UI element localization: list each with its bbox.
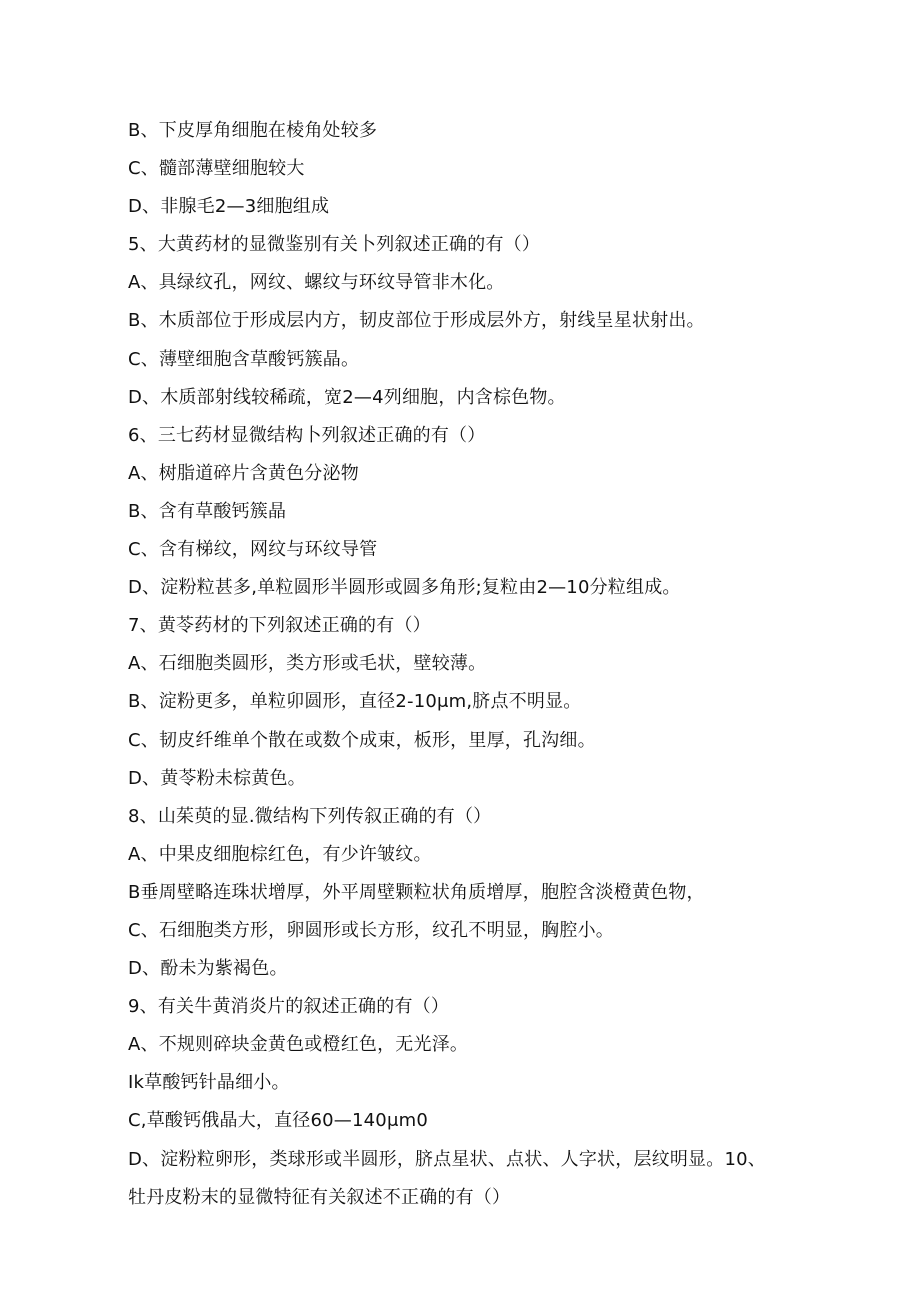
option-line: A、不规则碎块金黄色或橙红色，无光泽。 [128,1034,469,1056]
option-line: D、淀粉粒甚多,单粒圆形半圆形或圆多角形;复粒由2—10分粒组成。 [128,577,681,599]
option-line: A、石细胞类圆形，类方形或毛状，壁较薄。 [128,653,487,675]
option-line: B垂周壁略连珠状增厚，外平周壁颗粒状角质增厚，胞腔含淡橙黄色物， [128,881,705,903]
option-line: C、含有梯纹，网纹与环纹导管 [128,539,378,561]
question-line: 8、山茱萸的显.微结构下列传叙正确的有（） [128,805,492,827]
option-line: C、韧皮纤维单个散在或数个成束，板形，里厚，孔沟细。 [128,729,596,751]
option-line: A、中果皮细胞棕红色，有少许皱纹。 [128,843,432,865]
option-line: A、树脂道碎片含黄色分泌物 [128,462,359,484]
question-line: 5、大黄药材的显微鉴别有关卜列叙述正确的有（） [128,234,541,256]
option-line: B、淀粉更多，单粒卯圆形，直径2-10μm,脐点不明显。 [128,691,582,713]
option-line: D、非腺毛2—3细胞组成 [128,196,330,218]
option-line: B、木质部位于形成层内方，韧皮部位于形成层外方，射线呈星状射出。 [128,310,705,332]
option-line: D、淀粉粒卵形，类球形或半圆形，脐点星状、点状、人字状，层纹明显。10、 [128,1148,766,1170]
option-line: A、具绿纹孔，网纹、螺纹与环纹导管非木化。 [128,272,505,294]
option-line: D、酚未为紫褐色。 [128,958,288,980]
option-line: B、下皮厚角细胞在棱角处较多 [128,120,378,141]
option-line: D、木质部射线较稀疏，宽2—4列细胞，内含棕色物。 [128,386,566,408]
option-line: C,草酸钙俄晶大，直径60—140μm0 [128,1110,428,1132]
question-line: 牡丹皮粉末的显微特征有关叙述不正确的有（） [128,1186,511,1208]
option-line: C、石细胞类方形，卵圆形或长方形，纹孔不明显，胸腔小。 [128,919,614,941]
option-line: C、髓部薄壁细胞较大 [128,158,305,180]
option-line: B、含有草酸钙簇晶 [128,500,287,522]
question-line: 6、三七药材显微结构卜列叙述正确的有（） [128,424,486,446]
option-line: Ik草酸钙针晶细小。 [128,1072,290,1094]
option-line: D、黄苓粉未棕黄色。 [128,767,306,789]
document-text-block [128,114,828,1219]
question-line: 7、黄苓药材的下列叙述正确的有（） [128,615,431,637]
option-line: C、薄壁细胞含草酸钙簇晶。 [128,348,360,370]
question-line: 9、有关牛黄消炎片的叙述正确的有（） [128,996,450,1018]
